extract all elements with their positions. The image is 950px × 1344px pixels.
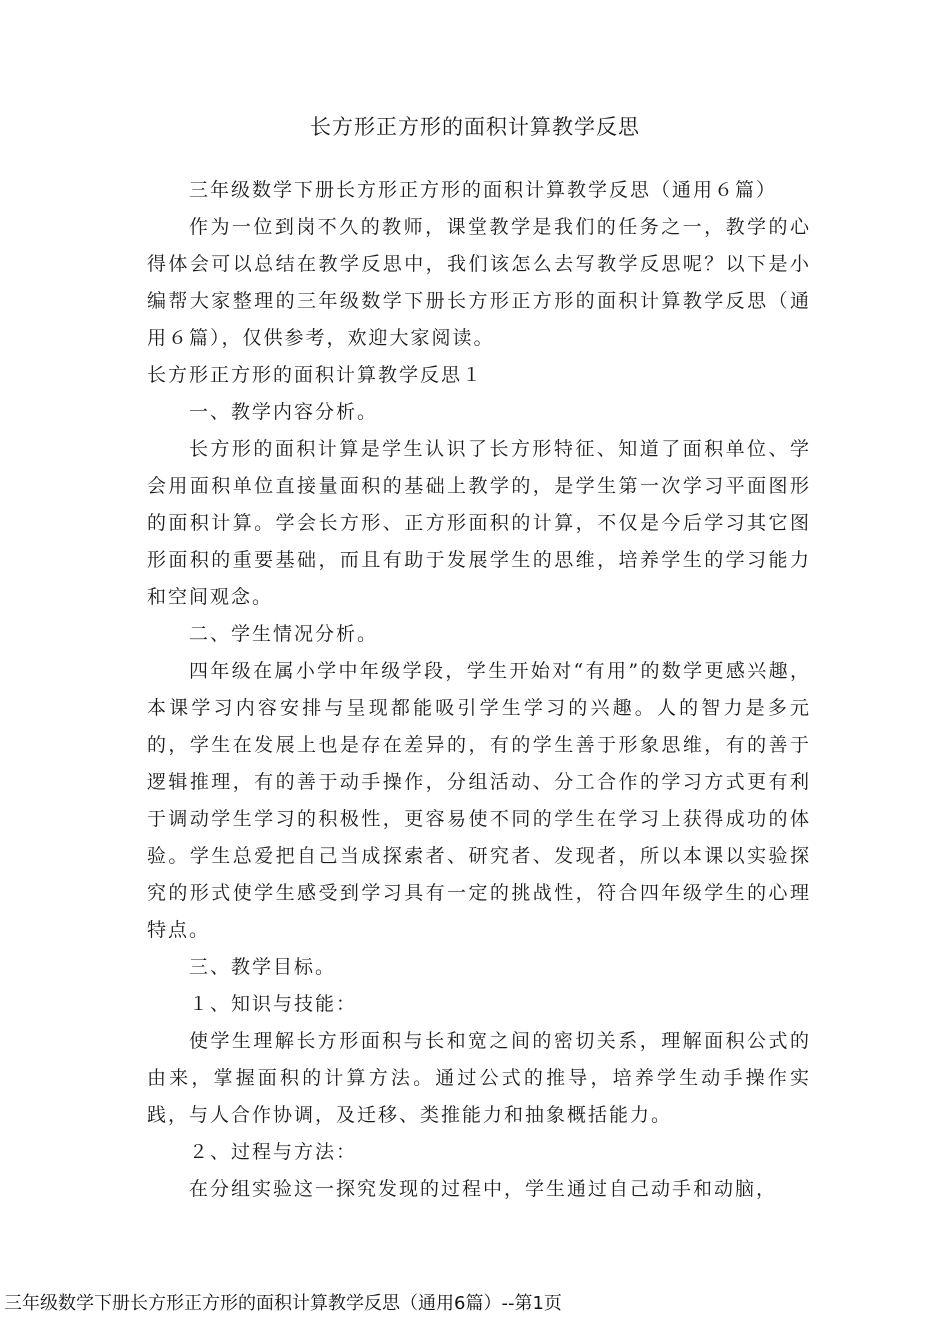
content-analysis-paragraph: 长方形的面积计算是学生认识了长方形特征、知道了面积单位、学会用面积单位直接量面积的基础上教学的，是学生第一次学习平面图形的面积计算。学会长方形、正方形面积的计算，不仅是今后学习其它图形面积的重要基础，而且有助于发展学生的思维，培养学生的学习能力和空间观念。	[147, 438, 811, 608]
process-method-paragraph: 在分组实验这一探究发现的过程中，学生通过自己动手和动脑，	[189, 1178, 778, 1200]
subheading-student-analysis: 二、学生情况分析。	[189, 623, 379, 645]
student-analysis-paragraph: 四年级在属小学中年级学段，学生开始对“有用”的数学更感兴趣，本课学习内容安排与呈现都能吸引学生学习的兴趣。人的智力是多元的，学生在发展上也是存在差异的，有的学生善于形象思维，有的善于逻辑推理，有的善于动手操作，分组活动、分工合作的学习方式更有利于调动学生学习的积极性，更容易使不同的学生在学习上获得成功的体验。学生总爱把自己当成探索者、研究者、发现者，所以本课以实验探究的形式使学生感受到学习具有一定的挑战性，符合四年级学生的心理特点。	[147, 660, 811, 941]
intro-paragraph: 作为一位到岗不久的教师，课堂教学是我们的任务之一，教学的心得体会可以总结在教学反思中，我们该怎么去写教学反思呢？以下是小编帮大家整理的三年级数学下册长方形正方形的面积计算教学反思（通用６篇），仅供参考，欢迎大家阅读。	[147, 216, 811, 349]
subheading-process-method: ２、过程与方法：	[189, 1141, 358, 1163]
subheading-content-analysis: 一、教学内容分析。	[189, 401, 379, 423]
document-title: 长方形正方形的面积计算教学反思	[310, 115, 640, 139]
section-heading: 长方形正方形的面积计算教学反思１	[147, 364, 484, 386]
knowledge-skills-paragraph: 使学生理解长方形面积与长和宽之间的密切关系，理解面积公式的由来，掌握面积的计算方法。通过公式的推导，培养学生动手操作实践，与人合作协调，及迁移、类推能力和抽象概括能力。	[147, 1030, 811, 1126]
subheading-teaching-goals: 三、教学目标。	[189, 956, 337, 978]
document-subtitle: 三年级数学下册长方形正方形的面积计算教学反思（通用６篇）	[189, 179, 778, 201]
document-body	[147, 172, 811, 1208]
subheading-knowledge-skills: １、知识与技能：	[189, 993, 358, 1015]
page-footer: 三年级数学下册长方形正方形的面积计算教学反思（通用6篇）--第1页	[4, 1293, 562, 1314]
